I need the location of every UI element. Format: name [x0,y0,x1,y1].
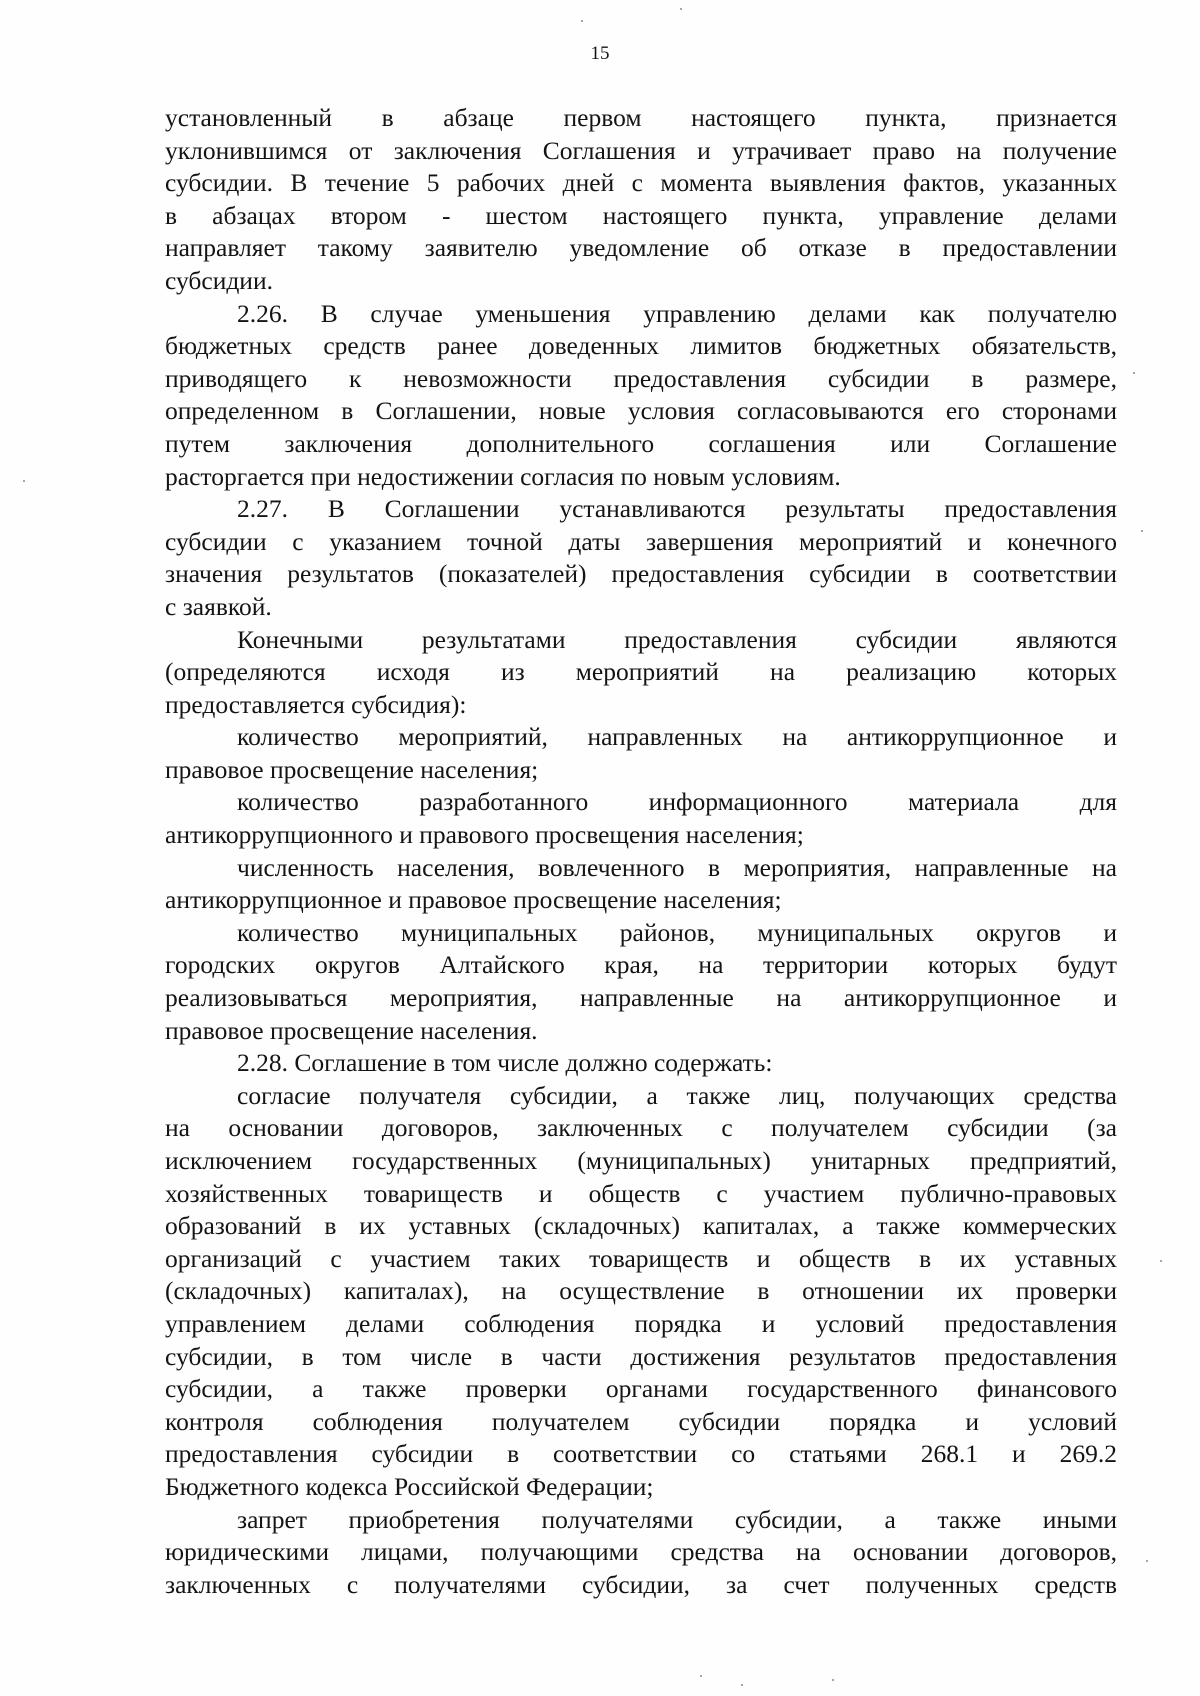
scan-speck [680,8,682,10]
text-line: хозяйственных товариществ и обществ с участием публично-правовых [165,1178,1117,1208]
text-line: антикоррупционное и правовое просвещение населения; [165,885,782,915]
scan-speck [1160,1260,1162,1262]
scan-speck [832,1679,834,1681]
scan-speck [1141,530,1143,532]
text-line: установленный в абзаце первом настоящего пункта, признается [165,103,1117,132]
text-line: субсидии. В течение 5 рабочих дней с момента выявления фактов, указанных [165,168,1117,198]
text-line: путем заключения дополнительного соглашения или Соглашение [165,428,1117,458]
text-line: антикоррупционного и правового просвещения населения; [165,820,804,850]
text-line: количество муниципальных районов, муниципальных округов и [237,917,1117,947]
text-line: правовое просвещение населения; [165,754,539,784]
text-line: приводящего к невозможности предоставления субсидии в размере, [165,363,1117,393]
text-line: субсидии с указанием точной даты завершения мероприятий и конечного [165,526,1117,556]
text-line: согласие получателя субсидии, а также лиц, получающих средства [237,1080,1117,1110]
scan-speck [741,1684,743,1686]
text-line: (складочных) капиталах), на осуществление в отношении их проверки [165,1276,1117,1306]
text-line: 2.28. Соглашение в том числе должно содержать: [237,1048,773,1078]
text-line: уклонившимся от заключения Соглашения и утрачивает право на получение [165,135,1117,165]
text-line: численность населения, вовлеченного в мероприятия, направленные на [237,852,1117,882]
text-line: управлением делами соблюдения порядка и условий предоставления [165,1308,1117,1338]
text-line: городских округов Алтайского края, на территории которых будут [165,950,1117,980]
text-line: субсидии. [165,265,273,295]
text-line: запрет приобретения получателями субсидии, а также иными [237,1504,1117,1534]
text-line: с заявкой. [165,591,272,621]
text-line: контроля соблюдения получателем субсидии порядка и условий [165,1406,1117,1436]
text-line: Конечными результатами предоставления субсидии являются [237,624,1117,654]
text-line: в абзацах втором - шестом настоящего пункта, управление делами [165,200,1117,230]
text-line: заключенных с получателями субсидии, за счет полученных средств [165,1569,1117,1599]
text-line: правовое просвещение населения. [165,1015,538,1045]
text-line: расторгается при недостижении согласия по новым условиям. [165,461,841,491]
text-line: значения результатов (показателей) предоставления субсидии в соответствии [165,559,1117,589]
text-line: бюджетных средств ранее доведенных лимитов бюджетных обязательств, [165,331,1117,361]
text-line: Бюджетного кодекса Российской Федерации; [165,1471,654,1501]
text-line: предоставляется субсидия): [165,689,467,719]
text-line: на основании договоров, заключенных с получателем субсидии (за [165,1113,1117,1143]
document-body [165,102,1117,1601]
text-line: организаций с участием таких товариществ и обществ в их уставных [165,1243,1117,1273]
text-line: исключением государственных (муниципальных) унитарных предприятий, [165,1146,1117,1175]
text-line: направляет такому заявителю уведомление об отказе в предоставлении [165,233,1117,263]
scan-speck [700,1675,702,1677]
text-line: юридическими лицами, получающими средства на основании договоров, [165,1537,1117,1567]
text-line: (определяются исходя из мероприятий на реализацию которых [165,657,1117,687]
scan-speck [581,20,583,22]
text-line: количество разработанного информационного материала для [237,787,1117,817]
scan-speck [23,480,25,482]
text-line: 2.26. В случае уменьшения управлению делами как получателю [237,298,1117,328]
scan-speck [1146,1560,1148,1562]
text-line: 2.27. В Соглашении устанавливаются результаты предоставления [237,494,1117,524]
scan-speck [1133,372,1135,374]
text-line: реализовываться мероприятия, направленные на антикоррупционное и [165,983,1117,1013]
text-line: определенном в Соглашении, новые условия согласовываются его сторонами [165,396,1117,426]
text-line: субсидии, а также проверки органами государственного финансового [165,1374,1117,1404]
text-line: предоставления субсидии в соответствии со статьями 268.1 и 269.2 [165,1439,1117,1469]
page-number: 15 [590,43,610,64]
text-line: субсидии, в том числе в части достижения результатов предоставления [165,1341,1117,1371]
text-line: количество мероприятий, направленных на антикоррупционное и [237,722,1117,752]
text-line: образований в их уставных (складочных) капиталах, а также коммерческих [165,1211,1117,1241]
